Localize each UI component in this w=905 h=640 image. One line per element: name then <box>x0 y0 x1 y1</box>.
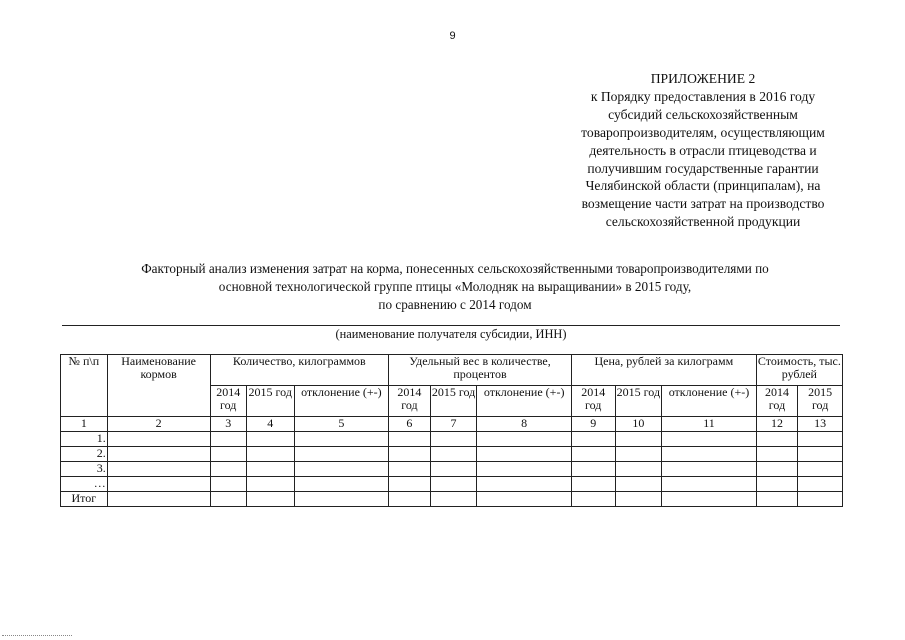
column-number: 10 <box>615 417 662 432</box>
table-cell <box>389 432 431 447</box>
table-cell <box>756 477 798 492</box>
column-number: 4 <box>246 417 294 432</box>
title-line: Факторный анализ изменения затрат на корма, понесенных сельскохозяйственными товаропроизводителями по <box>141 261 769 276</box>
title-line: по сравнению с 2014 годом <box>378 296 532 312</box>
table-cell <box>477 432 572 447</box>
table-cell <box>798 462 843 477</box>
table-cell <box>294 462 389 477</box>
recipient-caption: (наименование получателя субсидии, ИНН) <box>335 327 567 341</box>
table-cell <box>571 462 615 477</box>
appendix-line: к Порядку предоставления в 2016 году <box>590 88 816 104</box>
subheader-2015: 2015 год <box>798 386 843 417</box>
subheader-deviation: отклонение (+-) <box>662 386 757 417</box>
table-cell <box>210 492 246 507</box>
header-specific-weight: Удельный вес в количестве, процентов <box>389 355 572 386</box>
appendix-line: сельскохозяйственной продукции <box>605 214 801 230</box>
table-cell <box>798 477 843 492</box>
table-cell <box>756 492 798 507</box>
table-cell <box>571 492 615 507</box>
table-cell <box>210 447 246 462</box>
table-cell <box>430 477 477 492</box>
row-label: 2. <box>61 447 108 462</box>
table-row <box>61 477 843 492</box>
row-label: Итог <box>61 492 108 507</box>
table-cell <box>107 477 210 492</box>
column-number: 3 <box>210 417 246 432</box>
table-cell <box>246 447 294 462</box>
table-cell <box>294 492 389 507</box>
appendix-heading: ПРИЛОЖЕНИЕ 2 <box>650 71 756 86</box>
header-quantity: Количество, килограммов <box>210 355 389 386</box>
table-cell <box>662 432 757 447</box>
row-label: 3. <box>61 462 108 477</box>
table-cell <box>294 432 389 447</box>
table-cell <box>389 462 431 477</box>
table-cell <box>107 432 210 447</box>
table-cell <box>477 447 572 462</box>
table-cell <box>294 477 389 492</box>
title-line: основной технологической группе птицы «Молодняк на выращивании» в 2015 году, <box>218 278 692 294</box>
column-number: 7 <box>430 417 477 432</box>
table-cell <box>756 447 798 462</box>
table-total-row <box>61 492 843 507</box>
scan-artifact-line <box>2 635 72 636</box>
appendix-line: возмещение части затрат на производство <box>581 196 825 212</box>
column-number: 12 <box>756 417 798 432</box>
subheader-2015: 2015 год <box>246 386 294 417</box>
table-cell <box>571 447 615 462</box>
table-row <box>61 447 843 462</box>
subheader-2014: 2014 год <box>389 386 431 417</box>
header-no: № п\п <box>61 355 108 417</box>
table-cell <box>662 492 757 507</box>
column-number: 8 <box>477 417 572 432</box>
appendix-line: деятельность в отрасли птицеводства и <box>589 142 817 158</box>
column-number: 6 <box>389 417 431 432</box>
subheader-2014: 2014 год <box>210 386 246 417</box>
table-cell <box>798 447 843 462</box>
table-cell <box>477 462 572 477</box>
table-cell <box>798 432 843 447</box>
table-cell <box>389 492 431 507</box>
table-row <box>61 432 843 447</box>
appendix-line: субсидий сельскохозяйственным <box>608 106 798 122</box>
appendix-block <box>555 70 851 231</box>
subheader-deviation: отклонение (+-) <box>477 386 572 417</box>
subheader-2015: 2015 год <box>615 386 662 417</box>
column-number: 1 <box>61 417 108 432</box>
table-cell <box>756 462 798 477</box>
column-number: 13 <box>798 417 843 432</box>
appendix-line: Челябинской области (принципалам), на <box>585 178 821 194</box>
column-number: 5 <box>294 417 389 432</box>
column-number: 11 <box>662 417 757 432</box>
table-cell <box>389 447 431 462</box>
table-cell <box>615 462 662 477</box>
table-cell <box>662 462 757 477</box>
table-cell <box>615 447 662 462</box>
page-number: 9 <box>449 30 456 42</box>
table-cell <box>246 432 294 447</box>
column-number-row <box>61 417 843 432</box>
appendix-line: получившим государственные гарантии <box>587 160 819 176</box>
table-cell <box>798 492 843 507</box>
factor-analysis-table <box>60 354 843 507</box>
table-cell <box>210 477 246 492</box>
table-cell <box>246 492 294 507</box>
table-cell <box>107 462 210 477</box>
table-cell <box>107 492 210 507</box>
table-cell <box>615 492 662 507</box>
table-cell <box>210 432 246 447</box>
header-cost: Стоимость, тыс. рублей <box>756 355 842 386</box>
appendix-line: товаропроизводителям, осуществляющим <box>581 124 825 140</box>
table-cell <box>571 432 615 447</box>
table-cell <box>389 477 431 492</box>
table-cell <box>246 462 294 477</box>
table-cell <box>107 447 210 462</box>
table-header-row <box>61 355 843 386</box>
table-cell <box>210 462 246 477</box>
table-cell <box>477 477 572 492</box>
subheader-deviation: отклонение (+-) <box>294 386 389 417</box>
table-cell <box>477 492 572 507</box>
table-cell <box>294 447 389 462</box>
table-cell <box>246 477 294 492</box>
row-label: 1. <box>61 432 108 447</box>
table-cell <box>571 477 615 492</box>
subheader-2014: 2014 год <box>571 386 615 417</box>
header-feed-name: Наименование кормов <box>107 355 210 417</box>
column-number: 2 <box>107 417 210 432</box>
table-row <box>61 462 843 477</box>
table-cell <box>430 447 477 462</box>
table-cell <box>662 447 757 462</box>
table-cell <box>756 432 798 447</box>
subheader-2015: 2015 год <box>430 386 477 417</box>
document-title <box>40 260 870 313</box>
column-number: 9 <box>571 417 615 432</box>
table-cell <box>430 462 477 477</box>
table-cell <box>615 432 662 447</box>
table-cell <box>662 477 757 492</box>
table-cell <box>615 477 662 492</box>
table-cell <box>430 492 477 507</box>
recipient-line <box>62 325 840 326</box>
table-cell <box>430 432 477 447</box>
subheader-2014: 2014 год <box>756 386 798 417</box>
header-price: Цена, рублей за килограмм <box>571 355 756 386</box>
row-label: … <box>61 477 108 492</box>
